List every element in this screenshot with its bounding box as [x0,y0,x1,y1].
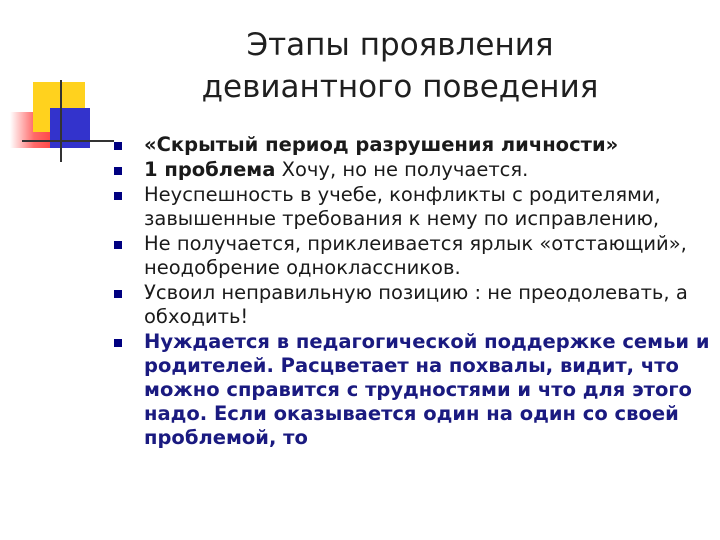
bullet-bold-text: 1 проблема [144,158,276,181]
decor-blue-square [50,108,90,148]
decor-horizontal-line [22,140,114,142]
decor-vertical-line [60,80,62,162]
bullet-item [110,133,715,157]
bullet-square-icon [114,339,122,347]
bullet-text: «Скрытый период разрушения личности» [144,133,619,156]
bullet-square-icon [114,241,122,249]
bullet-text: Неуспешность в учебе, конфликты с родителями, завышенные требования к нему по исправлению, [144,183,661,230]
bullet-square-icon [114,167,122,175]
title-line-2: девиантного поведения [201,69,599,105]
bullet-item [110,330,715,450]
bullet-item [110,232,715,280]
bullet-text: Нуждается в педагогической поддержке семьи и родителей. Расцветает на похвалы, видит, что можно справится с трудностями и что для этого надо. Если оказывается один на один со своей проблемой, то [144,330,710,449]
bullet-text: Хочу, но не получается. [275,158,529,181]
title-line-1: Этапы проявления [246,27,554,63]
bullet-item [110,183,715,231]
bullet-square-icon [114,192,122,200]
bullet-square-icon [114,290,122,298]
bullet-item [110,158,715,182]
bullet-text: Усвоил неправильную позицию : не преодолевать, а обходить! [144,281,688,328]
slide-title [160,24,640,108]
bullet-list [110,133,715,451]
bullet-text: Не получается, приклеивается ярлык «отстающий», неодобрение одноклассников. [144,232,687,279]
bullet-item [110,281,715,329]
bullet-square-icon [114,142,122,150]
